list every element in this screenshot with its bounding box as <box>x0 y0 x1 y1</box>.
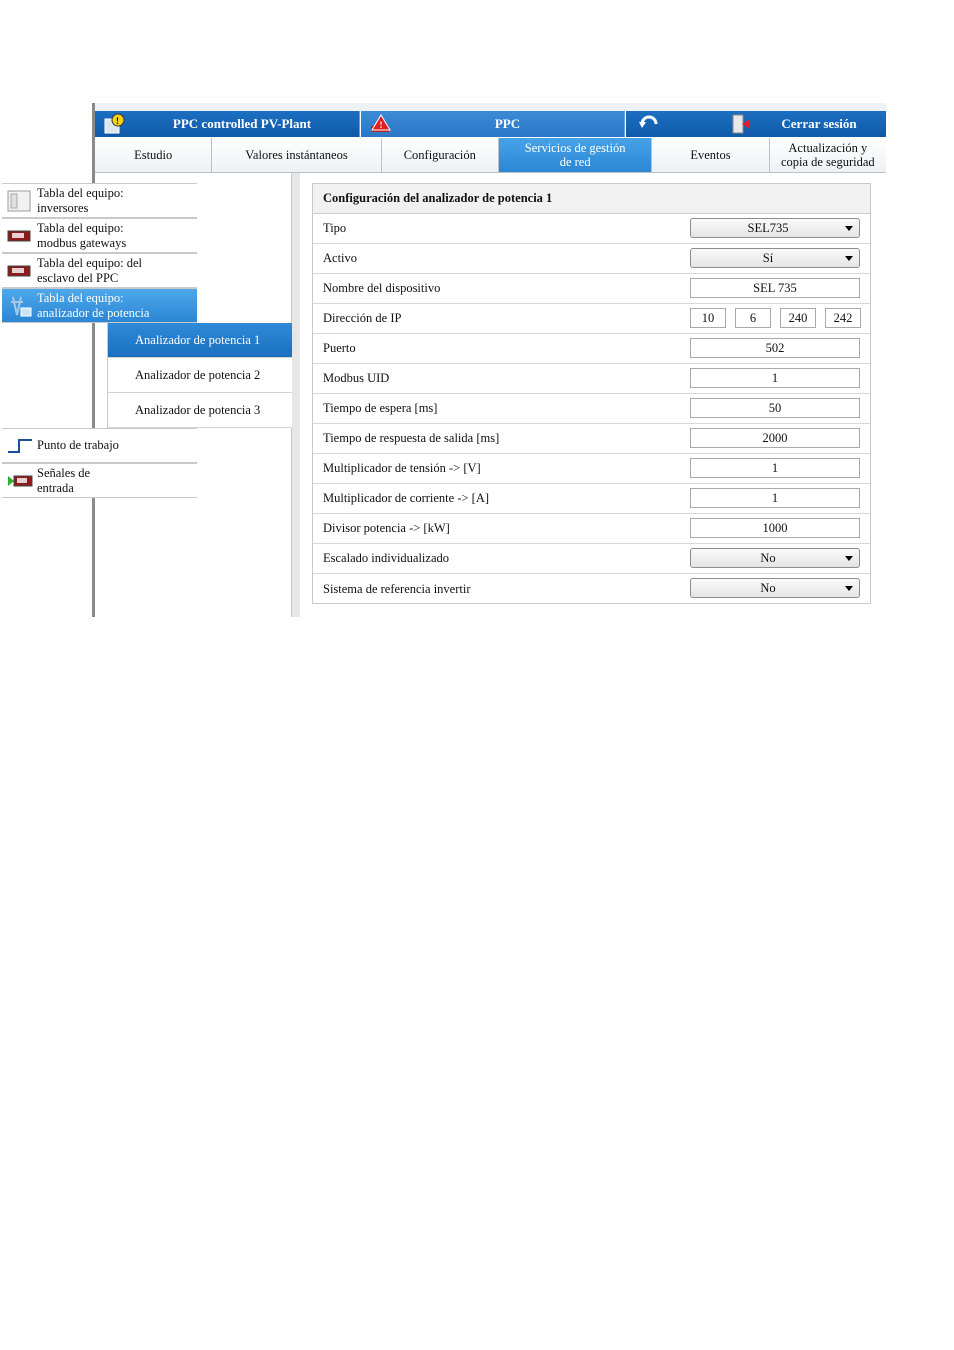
logout-icon[interactable] <box>730 113 752 135</box>
field-label: Tipo <box>323 221 347 235</box>
ppc-slave-icon <box>7 260 33 282</box>
field-label: Dirección de IP <box>323 311 402 325</box>
reference-system-select[interactable]: No <box>690 578 860 598</box>
input-signals-icon <box>7 470 33 492</box>
sidebar-item-label: Punto de trabajo <box>37 438 119 452</box>
activo-select[interactable]: Sí <box>690 248 860 268</box>
response-time-input[interactable]: 2000 <box>690 428 860 448</box>
sidebar-subitem-analizador-3[interactable]: Analizador de potencia 3 <box>107 393 292 428</box>
gateway-icon <box>7 225 33 247</box>
field-row-activo <box>313 244 870 274</box>
sidebar-item-label: Tabla del equipo: analizador de potencia <box>37 290 150 320</box>
field-row-tipo <box>313 214 870 244</box>
field-row-referencia <box>313 574 870 604</box>
warning-icon <box>369 113 391 135</box>
step-icon <box>7 435 33 457</box>
field-label: Tiempo de respuesta de salida [ms] <box>323 431 500 445</box>
field-row-uid <box>313 364 870 394</box>
scaling-select[interactable]: No <box>690 548 860 568</box>
sidebar-item-punto-trabajo[interactable] <box>2 428 197 463</box>
window-top-strip <box>95 103 886 111</box>
sidebar-item-label: Tabla del equipo: del esclavo del PPC <box>37 255 142 285</box>
current-multiplier-input[interactable]: 1 <box>690 488 860 508</box>
sidebar-scrollbar[interactable] <box>292 173 300 617</box>
port-input[interactable]: 502 <box>690 338 860 358</box>
field-label: Divisor potencia -> [kW] <box>323 521 450 535</box>
sidebar-item-senales[interactable] <box>2 463 197 498</box>
panel-title: Configuración del analizador de potencia 1 <box>313 184 870 214</box>
tab-eventos[interactable]: Eventos <box>652 138 769 173</box>
plant-header <box>95 111 360 137</box>
field-label: Modbus UID <box>323 371 390 385</box>
sidebar-item-label: Tabla del equipo: inversores <box>37 185 124 215</box>
field-label: Nombre del dispositivo <box>323 281 441 295</box>
tab-valores[interactable]: Valores instántaneos <box>212 138 381 173</box>
device-name-input[interactable]: SEL 735 <box>690 278 860 298</box>
chevron-down-icon <box>845 586 853 591</box>
voltage-multiplier-input[interactable]: 1 <box>690 458 860 478</box>
power-analyzer-icon <box>7 295 33 317</box>
session-header <box>626 111 886 137</box>
field-row-ip <box>313 304 870 334</box>
field-row-divisor <box>313 514 870 544</box>
field-row-puerto <box>313 334 870 364</box>
logout-button[interactable]: Cerrar sesión <box>781 116 857 131</box>
field-label: Sistema de referencia invertir <box>323 581 471 596</box>
sidebar-item-inversores[interactable] <box>2 183 197 218</box>
sidebar-subitem-analizador-1[interactable]: Analizador de potencia 1 <box>107 323 292 358</box>
chevron-down-icon <box>845 556 853 561</box>
field-label: Activo <box>323 251 358 265</box>
sidebar-item-analizador[interactable] <box>2 288 197 323</box>
field-row-respuesta <box>313 424 870 454</box>
modbus-uid-input[interactable]: 1 <box>690 368 860 388</box>
field-label: Multiplicador de corriente -> [A] <box>323 491 490 505</box>
ip-octet-3-input[interactable]: 240 <box>780 308 816 328</box>
field-label: Tiempo de espera [ms] <box>323 401 438 415</box>
sidebar-item-label: Tabla del equipo: modbus gateways <box>37 220 127 250</box>
field-label: Multiplicador de tensión -> [V] <box>323 461 481 475</box>
field-row-tension <box>313 454 870 484</box>
back-icon[interactable] <box>638 113 660 135</box>
sidebar-item-label: Señales de entrada <box>37 465 91 495</box>
field-row-nombre <box>313 274 870 304</box>
sidebar-item-gateways[interactable] <box>2 218 197 253</box>
timeout-input[interactable]: 50 <box>690 398 860 418</box>
field-label: Puerto <box>323 341 356 355</box>
tipo-select[interactable]: SEL735 <box>690 218 860 238</box>
ppc-label: PPC <box>494 116 521 131</box>
plant-title: PPC controlled PV-Plant <box>172 116 312 131</box>
ip-octet-2-input[interactable]: 6 <box>735 308 771 328</box>
chevron-down-icon <box>845 226 853 231</box>
chevron-down-icon <box>845 256 853 261</box>
field-row-escalado <box>313 544 870 574</box>
svg-text:!: ! <box>379 120 383 130</box>
ip-octet-4-input[interactable]: 242 <box>825 308 861 328</box>
field-row-espera <box>313 394 870 424</box>
tab-servicios[interactable]: Servicios de gestión de red <box>499 138 652 173</box>
ppc-header[interactable] <box>361 111 625 137</box>
tab-estudio[interactable]: Estudio <box>95 138 212 173</box>
ip-octet-1-input[interactable]: 10 <box>690 308 726 328</box>
main-tabs <box>95 138 886 173</box>
tab-actualizacion[interactable]: Actualización y copia de seguridad <box>770 138 886 173</box>
sidebar-subitem-analizador-2[interactable]: Analizador de potencia 2 <box>107 358 292 393</box>
field-row-corriente <box>313 484 870 514</box>
plant-status-icon <box>103 113 125 135</box>
inverter-icon <box>7 190 33 212</box>
analyzer-config-panel <box>312 183 871 604</box>
tab-configuracion[interactable]: Configuración <box>382 138 499 173</box>
svg-text:!: ! <box>116 116 119 126</box>
field-label: Escalado individualizado <box>323 551 450 565</box>
power-divisor-input[interactable]: 1000 <box>690 518 860 538</box>
sidebar-item-esclavo[interactable] <box>2 253 197 288</box>
